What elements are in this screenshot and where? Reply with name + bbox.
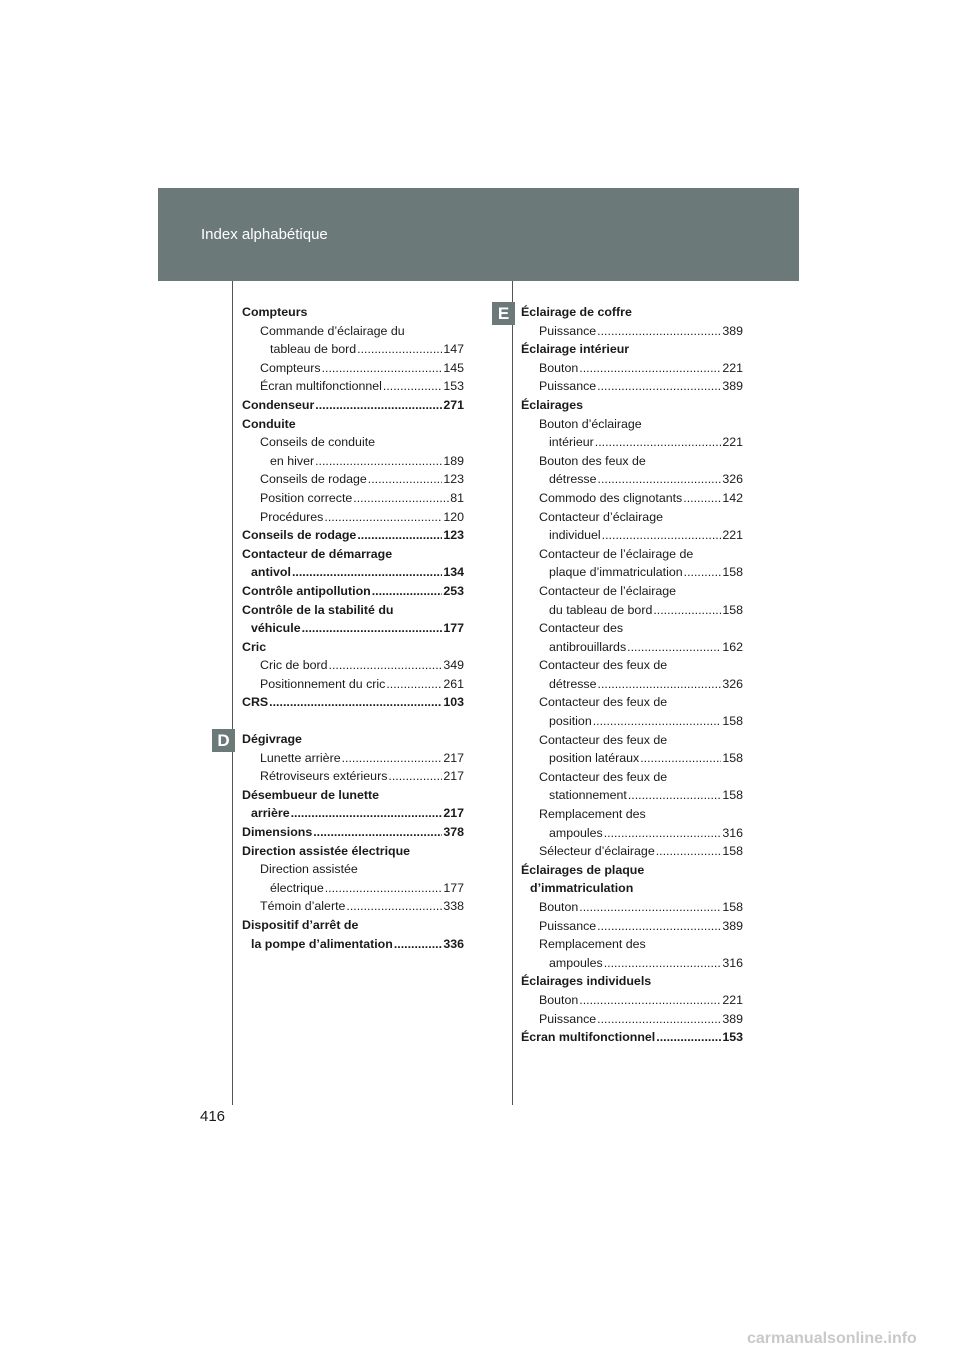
dot-leader (628, 786, 721, 805)
entry-page-number: 120 (443, 509, 464, 524)
entry-page-number: 389 (722, 918, 743, 933)
dot-leader (653, 601, 721, 620)
entry-text: détresse (549, 472, 597, 487)
entry-text: Éclairage intérieur (521, 342, 630, 357)
entry-page-number: 158 (722, 788, 743, 803)
entry-text: Puissance (539, 323, 597, 338)
dot-leader (640, 749, 721, 768)
entry-text: Conseils de conduite (260, 435, 376, 450)
index-entry (521, 935, 743, 954)
dot-leader (388, 767, 442, 786)
entry-text: Bouton d’éclairage (539, 416, 642, 431)
index-entry (521, 303, 743, 322)
entry-page-number: 177 (443, 880, 464, 895)
entry-text: ampoules (549, 955, 603, 970)
dot-leader (383, 377, 442, 396)
dot-leader (683, 489, 721, 508)
entry-text: Bouton (539, 360, 579, 375)
index-entry (242, 730, 464, 749)
dot-leader (357, 340, 442, 359)
dot-leader (386, 675, 442, 694)
entry-text: d’immatriculation (530, 881, 634, 896)
index-entry (242, 935, 464, 954)
entry-text: Conduite (242, 416, 296, 431)
entry-page-number: 81 (450, 490, 464, 505)
entry-text: individuel (549, 528, 601, 543)
index-entry (242, 804, 464, 823)
entry-text: Dispositif d’arrêt de (242, 918, 359, 932)
index-entry (521, 805, 743, 824)
entry-text: Conseils de rodage (260, 472, 367, 487)
index-entry (242, 675, 464, 694)
entry-page-number: 158 (722, 751, 743, 766)
dot-leader (353, 489, 449, 508)
entry-page-number: 326 (722, 676, 743, 691)
dot-leader (593, 712, 722, 731)
dot-leader (329, 656, 443, 675)
entry-text: Commodo des clignotants (539, 490, 683, 505)
entry-text: véhicule (251, 621, 301, 636)
entry-text: Contacteur des feux de (539, 695, 668, 710)
entry-page-number: 145 (443, 360, 464, 375)
entry-page-number: 147 (443, 342, 464, 357)
index-entry (521, 1028, 743, 1047)
dot-leader (656, 1028, 721, 1047)
index-entry (242, 619, 464, 638)
entry-page-number: 158 (722, 714, 743, 729)
entry-text: électrique (270, 880, 324, 895)
index-entry (521, 526, 743, 545)
index-entry (521, 749, 743, 768)
index-entry (521, 972, 743, 991)
dot-leader (579, 359, 721, 378)
entry-page-number: 142 (722, 490, 743, 505)
index-entry (521, 452, 743, 471)
entry-text: la pompe d’alimentation (251, 936, 393, 951)
index-entry (521, 415, 743, 434)
right-column-rule (512, 281, 513, 1105)
dot-leader (324, 508, 442, 527)
entry-text: ampoules (549, 825, 603, 840)
entry-page-number: 103 (443, 695, 464, 710)
index-entry (242, 879, 464, 898)
dot-leader (604, 954, 722, 973)
entry-page-number: 158 (722, 602, 743, 617)
dot-leader (357, 526, 442, 545)
index-entry (242, 545, 464, 564)
entry-text: en hiver (270, 453, 315, 468)
dot-leader (595, 433, 722, 452)
entry-page-number: 134 (443, 565, 464, 580)
entry-text: Compteurs (260, 360, 321, 375)
index-entry (521, 433, 743, 452)
entry-text: Éclairages individuels (521, 974, 652, 989)
dot-leader (372, 582, 443, 601)
index-entry (242, 340, 464, 359)
index-entry (242, 470, 464, 489)
dot-leader (602, 526, 722, 545)
entry-text: stationnement (549, 788, 627, 803)
entry-text: Cric (242, 639, 267, 654)
dot-leader (656, 842, 722, 861)
entry-text: position (549, 714, 592, 729)
index-entry (521, 619, 743, 638)
entry-text: Désembueur de lunette (242, 787, 380, 802)
entry-page-number: 158 (722, 844, 743, 859)
entry-text: Commande d’éclairage du (260, 323, 405, 338)
dot-leader (598, 675, 722, 694)
index-entry (242, 489, 464, 508)
entry-page-number: 271 (443, 397, 464, 412)
index-entry (242, 897, 464, 916)
entry-page-number: 389 (722, 379, 743, 394)
index-entry (521, 731, 743, 750)
entry-text: Éclairages de plaque (521, 862, 645, 877)
dot-leader (597, 917, 721, 936)
entry-text: Contacteur de l’éclairage (539, 583, 677, 598)
entry-page-number: 336 (443, 936, 464, 951)
entry-page-number: 158 (722, 565, 743, 580)
entry-page-number: 338 (443, 899, 464, 914)
index-entry (242, 452, 464, 471)
entry-text: Conseils de rodage (242, 528, 357, 543)
entry-page-number: 261 (443, 676, 464, 691)
entry-page-number: 326 (722, 472, 743, 487)
dot-leader (322, 359, 443, 378)
entry-page-number: 189 (443, 453, 464, 468)
entry-page-number: 221 (722, 992, 743, 1007)
dot-leader (302, 619, 443, 638)
dot-leader (315, 396, 442, 415)
entry-page-number: 221 (722, 435, 743, 450)
index-entry (521, 359, 743, 378)
entry-text: Bouton (539, 900, 579, 914)
index-entry (242, 916, 464, 935)
entry-text: plaque d’immatriculation (549, 565, 683, 580)
index-entry (521, 638, 743, 657)
entry-page-number: 162 (722, 639, 743, 654)
index-entry (242, 693, 464, 712)
index-entry (242, 601, 464, 620)
index-entry (242, 786, 464, 805)
entry-text: Dégivrage (242, 732, 302, 747)
entry-page-number: 221 (722, 528, 743, 543)
dot-leader (269, 693, 442, 712)
index-entry (242, 563, 464, 582)
index-entry (521, 563, 743, 582)
index-entry (242, 767, 464, 786)
index-entry (521, 861, 743, 880)
dot-leader (597, 322, 721, 341)
index-entry (521, 396, 743, 415)
entry-text: Puissance (539, 1011, 597, 1026)
index-entry (242, 842, 464, 861)
index-entry (242, 396, 464, 415)
entry-text: CRS (242, 695, 269, 710)
index-entry (242, 526, 464, 545)
index-entry (521, 322, 743, 341)
entry-text: Position correcte (260, 490, 353, 505)
index-entry (242, 749, 464, 768)
index-entry (521, 340, 743, 359)
index-entry (242, 359, 464, 378)
index-entry (521, 377, 743, 396)
entry-page-number: 217 (443, 769, 464, 784)
dot-leader (598, 470, 722, 489)
index-entry (242, 582, 464, 601)
index-entry (521, 508, 743, 527)
entry-text: antibrouillards (549, 639, 627, 654)
entry-text: Procédures (260, 509, 324, 524)
left-column-rule (232, 281, 233, 1105)
section-header (158, 188, 799, 281)
dot-leader (597, 377, 721, 396)
entry-text: Positionnement du cric (260, 676, 386, 691)
entry-text: Puissance (539, 379, 597, 394)
index-entry (242, 508, 464, 527)
entry-page-number: 217 (443, 750, 464, 765)
entry-text: Direction assistée électrique (242, 843, 411, 858)
entry-text: Cric de bord (260, 658, 328, 673)
entry-page-number: 316 (722, 825, 743, 840)
index-entry (242, 638, 464, 657)
index-entry (521, 1010, 743, 1029)
index-entry (521, 656, 743, 675)
entry-page-number: 153 (722, 1030, 743, 1045)
entry-text: Contacteur des (539, 621, 624, 636)
entry-page-number: 221 (722, 360, 743, 375)
dot-leader (325, 879, 443, 898)
entry-page-number: 177 (443, 621, 464, 636)
index-entry (521, 879, 743, 898)
entry-page-number: 349 (443, 658, 464, 673)
index-entry (242, 823, 464, 842)
section-title: Index alphabétique (201, 226, 328, 243)
entry-text: Compteurs (242, 305, 308, 319)
index-column-left (242, 303, 464, 953)
entry-page-number: 153 (443, 379, 464, 394)
entry-text: intérieur (549, 435, 594, 450)
index-entry (521, 545, 743, 564)
index-entry (242, 656, 464, 675)
entry-text: Remplacement des (539, 807, 646, 822)
index-entry (242, 415, 464, 434)
entry-text: Contacteur d’éclairage (539, 509, 663, 524)
letter-tab-e: E (492, 302, 515, 325)
index-entry (521, 712, 743, 731)
dot-leader (597, 1010, 721, 1029)
entry-text: arrière (251, 806, 290, 821)
index-entry (521, 917, 743, 936)
index-entry (242, 322, 464, 341)
dot-leader (394, 935, 442, 954)
entry-gap (242, 712, 464, 730)
watermark: carmanualsonline.info (747, 1330, 917, 1347)
entry-text: Condenseur (242, 397, 315, 412)
entry-text: Témoin d’alerte (260, 899, 346, 914)
entry-page-number: 389 (722, 1011, 743, 1026)
entry-text: Écran multifonctionnel (260, 379, 382, 394)
index-entry (242, 433, 464, 452)
entry-text: Contacteur de l’éclairage de (539, 546, 694, 561)
entry-text: Dimensions (242, 825, 313, 840)
entry-text: Écran multifonctionnel (521, 1030, 656, 1045)
entry-text: Contrôle antipollution (242, 583, 371, 598)
entry-text: Bouton des feux de (539, 453, 646, 468)
entry-page-number: 389 (722, 323, 743, 338)
dot-leader (291, 804, 443, 823)
entry-page-number: 253 (443, 583, 464, 598)
dot-leader (342, 749, 443, 768)
index-entry (521, 768, 743, 787)
dot-leader (368, 470, 443, 489)
dot-leader (315, 452, 442, 471)
dot-leader (579, 898, 721, 917)
entry-page-number: 217 (443, 806, 464, 821)
entry-text: Lunette arrière (260, 750, 341, 765)
index-entry (521, 470, 743, 489)
dot-leader (346, 897, 442, 916)
dot-leader (604, 824, 722, 843)
index-entry (242, 377, 464, 396)
entry-page-number: 316 (722, 955, 743, 970)
index-entry (242, 860, 464, 879)
index-entry (521, 991, 743, 1010)
entry-text: Contacteur des feux de (539, 769, 668, 784)
entry-text: Sélecteur d’éclairage (539, 844, 655, 859)
entry-text: Puissance (539, 918, 597, 933)
index-entry (521, 489, 743, 508)
index-entry (521, 601, 743, 620)
entry-text: Contacteur des feux de (539, 732, 668, 747)
entry-text: Direction assistée (260, 862, 358, 877)
entry-text: Contacteur des feux de (539, 658, 668, 673)
letter-tab-d: D (212, 729, 235, 752)
entry-page-number: 123 (443, 472, 464, 487)
index-entry (521, 786, 743, 805)
dot-leader (684, 563, 722, 582)
entry-page-number: 158 (722, 900, 743, 914)
entry-text: Contacteur de démarrage (242, 546, 393, 561)
entry-text: Contrôle de la stabilité du (242, 602, 394, 617)
dot-leader (627, 638, 721, 657)
dot-leader (292, 563, 442, 582)
entry-text: tableau de bord (270, 342, 357, 357)
entry-text: du tableau de bord (549, 602, 653, 617)
entry-text: Éclairages (521, 397, 583, 412)
page-number: 416 (200, 1108, 226, 1125)
dot-leader (579, 991, 721, 1010)
entry-text: détresse (549, 676, 597, 691)
index-entry (242, 303, 464, 322)
entry-text: position latéraux (549, 751, 640, 766)
index-entry (521, 842, 743, 861)
entry-text: Éclairage de coffre (521, 305, 632, 319)
index-entry (521, 582, 743, 601)
entry-text: antivol (251, 565, 291, 580)
index-entry (521, 675, 743, 694)
entry-text: Rétroviseurs extérieurs (260, 769, 388, 784)
index-column-right (521, 303, 743, 1047)
dot-leader (313, 823, 442, 842)
entry-text: Remplacement des (539, 937, 646, 952)
entry-page-number: 378 (443, 825, 464, 840)
index-entry (521, 898, 743, 917)
entry-page-number: 123 (443, 528, 464, 543)
index-entry (521, 824, 743, 843)
index-entry (521, 693, 743, 712)
entry-text: Bouton (539, 992, 579, 1007)
index-entry (521, 954, 743, 973)
